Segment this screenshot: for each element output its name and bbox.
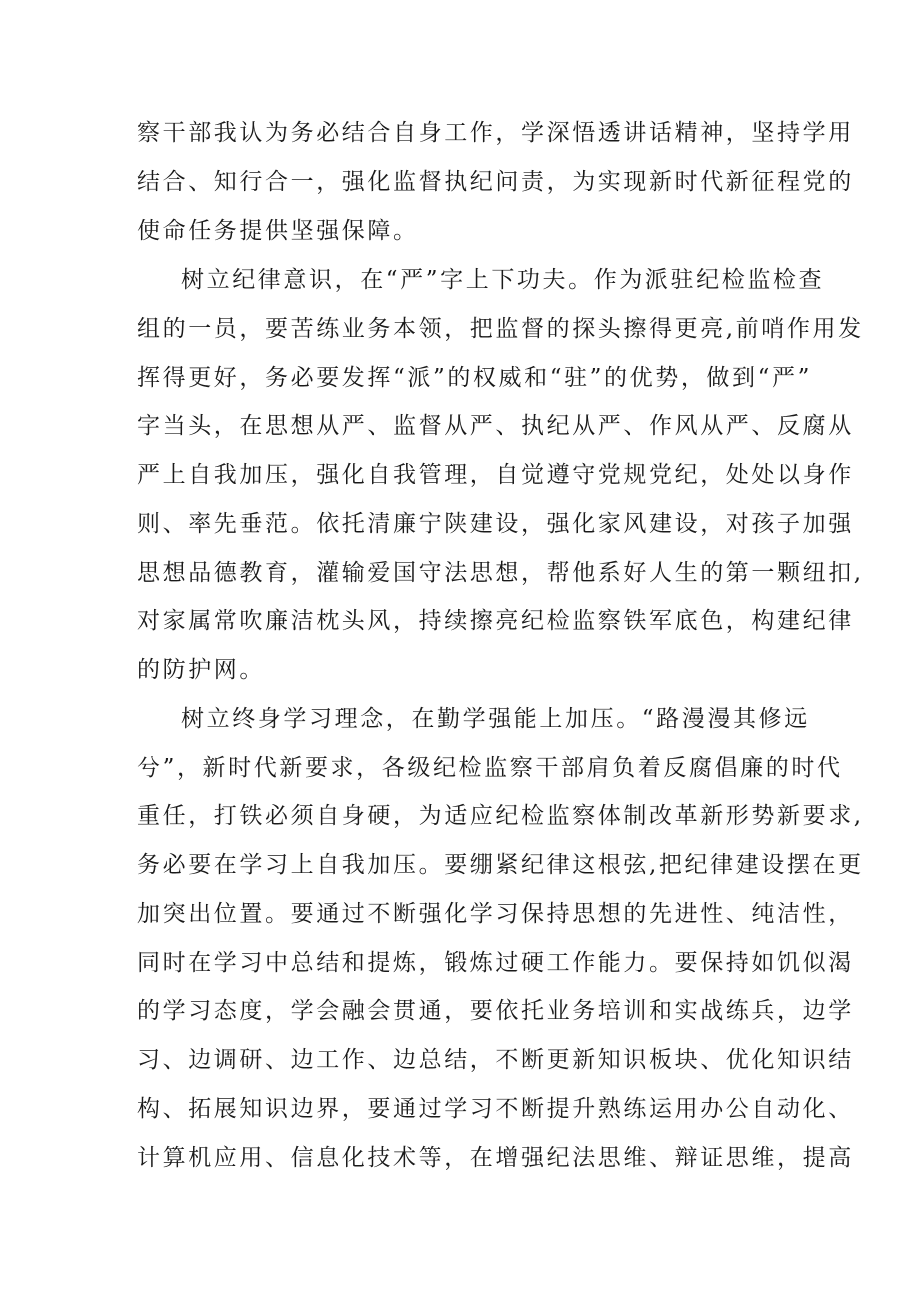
text-line: 察干部我认为务必结合自身工作，学深悟透讲话精神，坚持学用 (137, 120, 854, 146)
paragraph-first-line: 树立纪律意识，在“严”字上下功夫。作为派驻纪检监检查 (181, 267, 825, 293)
text-line: 的学习态度，学会融会贯通，要依托业务培训和实战练兵，边学 (137, 998, 854, 1024)
text-line: 重任，打铁必须自身硬，为适应纪检监察体制改革新形势新要求, (137, 803, 864, 829)
text-line: 则、率先垂范。依托清廉宁陕建设，强化家风建设，对孩子加强 (137, 511, 854, 537)
text-line: 的防护网。 (137, 657, 265, 683)
text-line: 挥得更好，务必要发挥“派”的权威和“驻”的优势，做到“严” (137, 365, 812, 391)
text-line: 使命任务提供坚强保障。 (137, 218, 419, 244)
text-line: 结合、知行合一，强化监督执纪问责，为实现新时代新征程党的 (137, 169, 854, 195)
text-line: 严上自我加压，强化自我管理，自觉遵守党规党纪，处处以身作 (137, 462, 854, 488)
text-line: 构、拓展知识边界，要通过学习不断提升熟练运用办公自动化、 (137, 1096, 854, 1122)
text-line: 兮”，新时代新要求，各级纪检监察干部肩负着反腐倡廉的时代 (137, 755, 843, 781)
text-line: 组的一员，要苦练业务本领，把监督的探头擦得更亮,前哨作用发 (137, 316, 864, 342)
text-line: 加突出位置。要通过不断强化学习保持思想的先进性、纯洁性， (137, 901, 854, 927)
text-line: 计算机应用、信息化技术等，在增强纪法思维、辩证思维，提高 (137, 1145, 854, 1171)
text-line: 习、边调研、边工作、边总结，不断更新知识板块、优化知识结 (137, 1047, 854, 1073)
text-line: 字当头，在思想从严、监督从严、执纪从严、作风从严、反腐从 (137, 413, 854, 439)
text-line: 务必要在学习上自我加压。要绷紧纪律这根弦,把纪律建设摆在更 (137, 852, 864, 878)
text-line: 思想品德教育，灌输爱国守法思想，帮他系好人生的第一颗纽扣, (137, 560, 864, 586)
text-line: 对家属常吹廉洁枕头风，持续擦亮纪检监察铁军底色，构建纪律 (137, 608, 854, 634)
paragraph-first-line: 树立终身学习理念，在勤学强能上加压。“路漫漫其修远 (181, 706, 810, 732)
text-line: 同时在学习中总结和提炼，锻炼过硬工作能力。要保持如饥似渴 (137, 950, 854, 976)
